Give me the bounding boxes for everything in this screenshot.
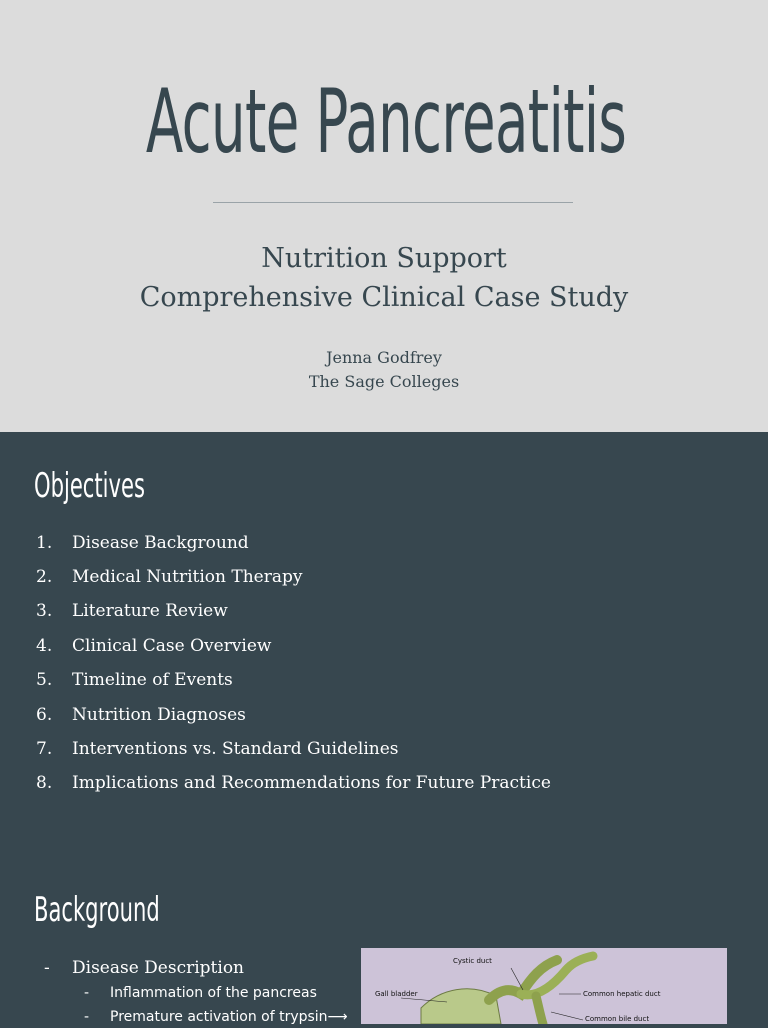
presentation-title: Acute Pancreatitis <box>145 70 627 173</box>
objectives-heading: Objectives <box>34 466 145 506</box>
list-number: 4. <box>36 636 53 656</box>
sub-bullet-text: Inflammation of the pancreas <box>110 985 317 1001</box>
figure-label-common-hepatic-duct: Common hepatic duct <box>583 990 661 998</box>
list-number: 1. <box>36 533 53 553</box>
list-label: Implications and Recommendations for Future Practice <box>72 773 551 793</box>
list-number: 2. <box>36 567 53 587</box>
bullet-text: Disease Description <box>72 958 245 978</box>
list-number: 5. <box>36 670 53 690</box>
list-item <box>0 768 768 802</box>
list-number: 3. <box>36 601 53 621</box>
title-divider <box>213 202 573 203</box>
list-number: 7. <box>36 739 53 759</box>
figure-label-gall-bladder: Gall bladder <box>375 990 418 998</box>
list-label: Interventions vs. Standard Guidelines <box>72 739 399 759</box>
list-label: Nutrition Diagnoses <box>72 705 246 725</box>
bullet-marker: - <box>84 985 90 1001</box>
list-item <box>0 700 768 734</box>
bullet-marker: - <box>84 1009 90 1025</box>
list-number: 8. <box>36 773 53 793</box>
list-label: Clinical Case Overview <box>72 636 272 656</box>
list-item <box>0 562 768 596</box>
list-label: Disease Background <box>72 533 249 553</box>
bullet-marker: - <box>44 958 50 978</box>
list-number: 6. <box>36 705 53 725</box>
biliary-anatomy-figure <box>361 948 727 1024</box>
list-item <box>0 528 768 562</box>
list-label: Medical Nutrition Therapy <box>72 567 303 587</box>
figure-label-common-bile-duct: Common bile duct <box>585 1015 650 1023</box>
list-item <box>0 734 768 768</box>
list-label: Timeline of Events <box>72 670 233 690</box>
anatomy-illustration <box>361 948 727 1024</box>
subtitle-line-2: Comprehensive Clinical Case Study <box>139 282 629 313</box>
list-item <box>0 665 768 699</box>
background-heading: Background <box>34 890 160 930</box>
author-name: Jenna Godfrey <box>326 348 442 367</box>
list-item <box>0 631 768 665</box>
subtitle-line-1: Nutrition Support <box>261 243 507 274</box>
institution-name: The Sage Colleges <box>308 372 460 391</box>
sub-bullet-text: Premature activation of trypsin⟶ <box>110 1009 348 1025</box>
list-item <box>0 596 768 630</box>
list-label: Literature Review <box>72 601 228 621</box>
figure-label-cystic-duct: Cystic duct <box>453 957 492 965</box>
